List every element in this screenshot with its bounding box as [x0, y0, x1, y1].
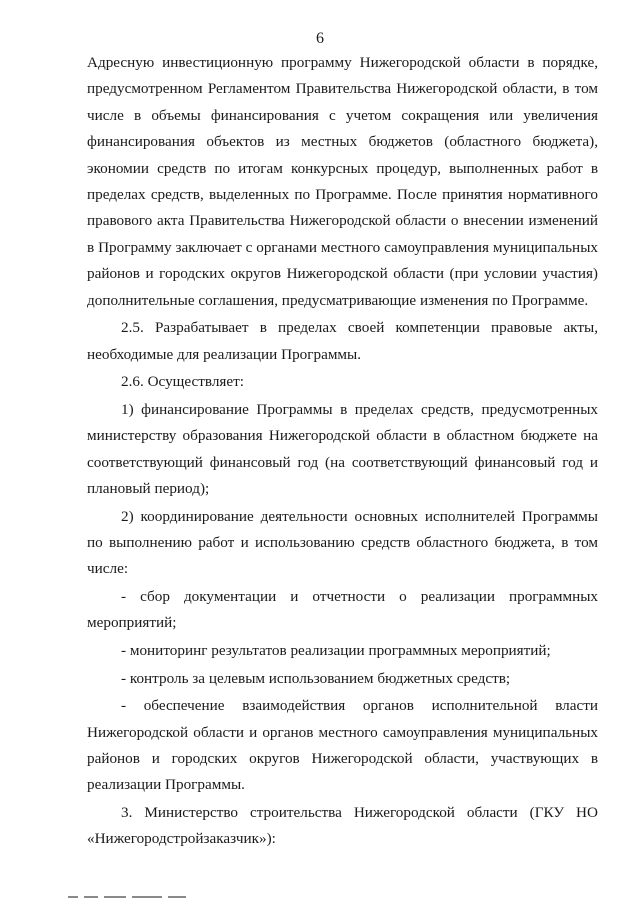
document-body	[87, 50, 598, 853]
footer-scan-artifact	[68, 896, 218, 902]
list-item-interaction: - обеспечение взаимодействия органов исполнительной власти Нижегородской области и органов местного самоуправления муниципальных районов и городских округов Нижегородской области, участвующих в реализации Программы.	[87, 697, 598, 794]
list-item-control: - контроль за целевым использованием бюджетных средств;	[121, 669, 511, 687]
page-number: 6	[316, 30, 324, 47]
paragraph-2-5: 2.5. Разрабатывает в пределах своей компетенции правовые акты, необходимые для реализации Программы.	[87, 319, 598, 363]
paragraph-item-2: 2) координирование деятельности основных исполнителей Программы по выполнению работ и использованию средств областного бюджета, в том числе:	[87, 507, 598, 578]
list-item-monitoring: - мониторинг результатов реализации программных мероприятий;	[121, 642, 551, 660]
list-item-documentation: - сбор документации и отчетности о реализации программных мероприятий;	[87, 588, 598, 632]
paragraph-2-6: 2.6. Осуществляет:	[121, 373, 245, 391]
paragraph-section-3: 3. Министерство строительства Нижегородской области (ГКУ НО «Нижегородстройзаказчик»):	[87, 804, 598, 848]
paragraph-investment-program: Адресную инвестиционную программу Нижегородской области в порядке, предусмотренном Регламентом Правительства Нижегородской области, в том числе в объемы финансирования с учетом сокращения или увеличения финансирования объектов из местных бюджетов (областного бюджета), экономии средств по итогам конкурсных процедур, выполненных работ в пределах средств, выделенных по Программе. После принятия нормативного правового акта Правительства Нижегородской области о внесении изменений в Программу заключает с органами местного самоуправления муниципальных районов и городских округов Нижегородской области (при условии участия) дополнительные соглашения, предусматривающие изменения по Программе.	[87, 54, 598, 309]
paragraph-item-1: 1) финансирование Программы в пределах средств, предусмотренных министерству образования Нижегородской области в областном бюджете на соответствующий финансовый год (на соответствующий финансовый год и плановый период);	[87, 400, 598, 498]
